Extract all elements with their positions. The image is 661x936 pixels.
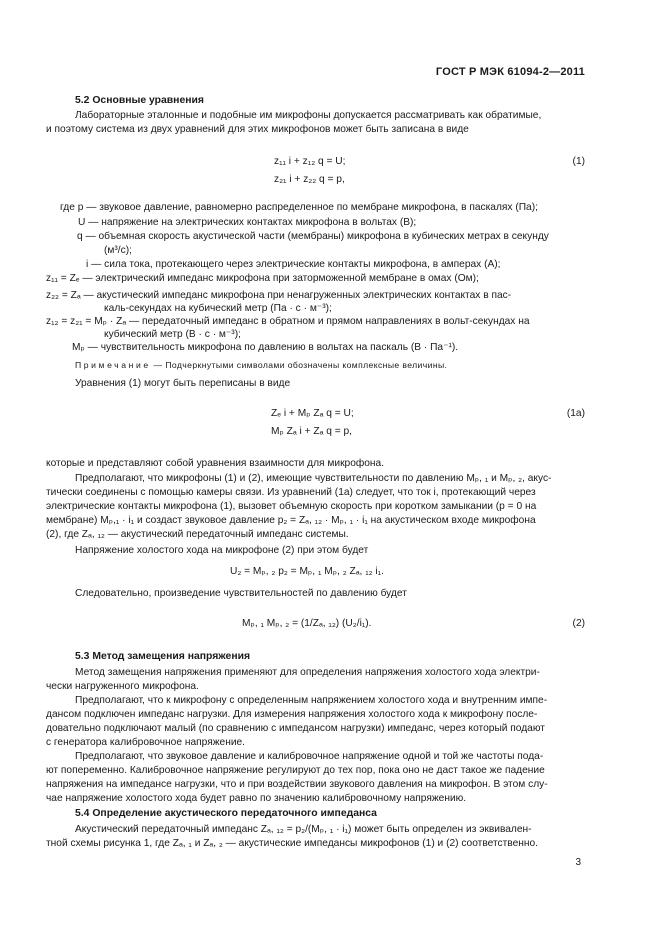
paragraph-line: довательно подключают малый (по сравнению с импедансом нагрузки) импеданс, через который подают xyxy=(46,723,545,734)
paragraph-line: с генератора калибровочное напряжение. xyxy=(46,737,246,748)
paragraph-line: тной схемы рисунка 1, где Zₐ, ₁ и Zₐ, ₂ — акустические импедансы микрофонов (1) и (2) соответственно. xyxy=(46,838,538,849)
definition-z11: z₁₁ = Zₑ — электрический импеданс микрофона при заторможенной мембране в омах (Ом); xyxy=(46,273,479,284)
paragraph-line: чае напряжение холостого хода будет равно по значению калибровочному напряжению. xyxy=(46,793,467,804)
equation-1-line-a: z₁₁ i + z₁₂ q = U; xyxy=(274,156,346,167)
equation-1-number: (1) xyxy=(572,156,585,167)
section-5-3-title: 5.3 Метод замещения напряжения xyxy=(75,651,251,662)
paragraph-line: Акустический передаточный импеданс Zₐ, ₁₂ = p₂/(Mₚ, ₁ · i₁) может быть определен из эквивален- xyxy=(75,824,532,835)
paragraph-line: Предполагают, что к микрофону с определенным напряжением холостого хода и внутренним импе- xyxy=(75,695,548,706)
definition-u: U — напряжение на электрических контактах микрофона в вольтах (В); xyxy=(78,217,417,228)
definition-q: q — объемная скорость акустической части (мембраны) микрофона в кубических метрах в секунду xyxy=(77,231,549,242)
paragraph-line: электрические контакты микрофона (1), вызовет объемную скорость при коротком замыкании (p = 0 на xyxy=(46,501,537,512)
paragraph-line: мембране) Mₚ,₁ · i₁ и создаст звуковое давление p₂ = Zₐ, ₁₂ · Mₚ, ₁ · i₁ на акустическом входе микрофона xyxy=(46,515,536,526)
paragraph-line: чески нагруженного микрофона. xyxy=(46,681,199,692)
definition-z12-cont: кубический метр (В · с · м⁻³); xyxy=(104,329,241,340)
equation-1-line-b: z₂₁ i + z₂₂ q = p, xyxy=(274,174,345,185)
definition-z22-cont: каль-секундах на кубический метр (Па · с · м⁻³); xyxy=(104,303,332,314)
equation-1a-line-a: Zₑ i + Mₚ Zₐ q = U; xyxy=(271,408,354,419)
definition-z12: z₁₂ = z₂₁ = Mₚ · Zₐ — передаточный импеданс в обратном и прямом направлениях в вольт-секундах на xyxy=(46,316,530,327)
section-5-4-title: 5.4 Определение акустического передаточного импеданса xyxy=(75,808,377,819)
equation-u2: U₂ = Mₚ, ₂ p₂ = Mₚ, ₁ Mₚ, ₂ Zₐ, ₁₂ i₁. xyxy=(230,566,384,577)
definition-i: i — сила тока, протекающего через электрические контакты микрофона, в амперах (А); xyxy=(86,259,501,270)
paragraph-line: которые и представляют собой уравнения взаимности для микрофона. xyxy=(46,458,385,469)
equation-2: Mₚ, ₁ Mₚ, ₂ = (1/Zₐ, ₁₂) (U₂/i₁). xyxy=(242,618,372,629)
note xyxy=(75,360,447,370)
paragraph-line: дансом подключен импеданс нагрузки. Для измерения напряжения холостого хода к микрофону после- xyxy=(46,709,538,720)
paragraph-line: Напряжение холостого хода на микрофоне (2) при этом будет xyxy=(75,545,369,556)
definition-q-cont: (м³/с); xyxy=(104,245,132,256)
paragraph-line: Лабораторные эталонные и подобные им микрофоны допускается рассматривать как обратимые, xyxy=(75,110,542,121)
equation-1a-number: (1a) xyxy=(566,408,585,419)
paragraph-line: Предполагают, что микрофоны (1) и (2), имеющие чувствительности по давлению Mₚ, ₁ и Mₚ, ₂, акус- xyxy=(75,473,552,484)
document-header: ГОСТ Р МЭК 61094-2—2011 xyxy=(435,66,585,78)
note-text: — Подчеркнутыми символами обозначены комплексные величины. xyxy=(150,360,448,370)
paragraph-line: тически соединены с помощью камеры связи. Из уравнений (1a) следует, что ток i, протекающий через xyxy=(46,487,536,498)
section-5-2-title: 5.2 Основные уравнения xyxy=(75,95,204,106)
note-label: Примечание xyxy=(75,360,151,370)
definition-mp: Mₚ — чувствительность микрофона по давлению в вольтах на паскаль (В · Па⁻¹). xyxy=(72,342,459,353)
equation-1a-line-b: Mₚ Zₐ i + Zₐ q = p, xyxy=(271,426,353,437)
paragraph-line: Предполагают, что звуковое давление и калибровочное напряжение одной и той же частоты пода- xyxy=(75,751,544,762)
paragraph-line: Уравнения (1) могут быть переписаны в виде xyxy=(75,378,291,389)
paragraph-line: (2), где Zₐ, ₁₂ — акустический передаточный импеданс системы. xyxy=(46,529,349,540)
paragraph-line: ют попеременно. Калибровочное напряжение регулируют до тех пор, пока оно не даст такое же падение xyxy=(46,765,545,776)
definition-z22: z₂₂ = Zₐ — акустический импеданс микрофона при ненагруженных электрических контактах в пас- xyxy=(46,290,512,301)
paragraph-line: Метод замещения напряжения применяют для определения напряжения холостого хода электри- xyxy=(75,667,540,678)
equation-2-number: (2) xyxy=(572,618,585,629)
page-number: 3 xyxy=(575,857,581,868)
definition-p: где p — звуковое давление, равномерно распределенное по мембране микрофона, в паскалях (Па); xyxy=(60,202,538,213)
paragraph-line: и поэтому система из двух уравнений для этих микрофонов может быть записана в виде xyxy=(46,124,469,135)
paragraph-line: напряжения на импедансе нагрузки, что и при воздействии звукового давления на микрофон. В этом слу- xyxy=(46,779,548,790)
paragraph-line: Следовательно, произведение чувствительностей по давлению будет xyxy=(75,588,407,599)
